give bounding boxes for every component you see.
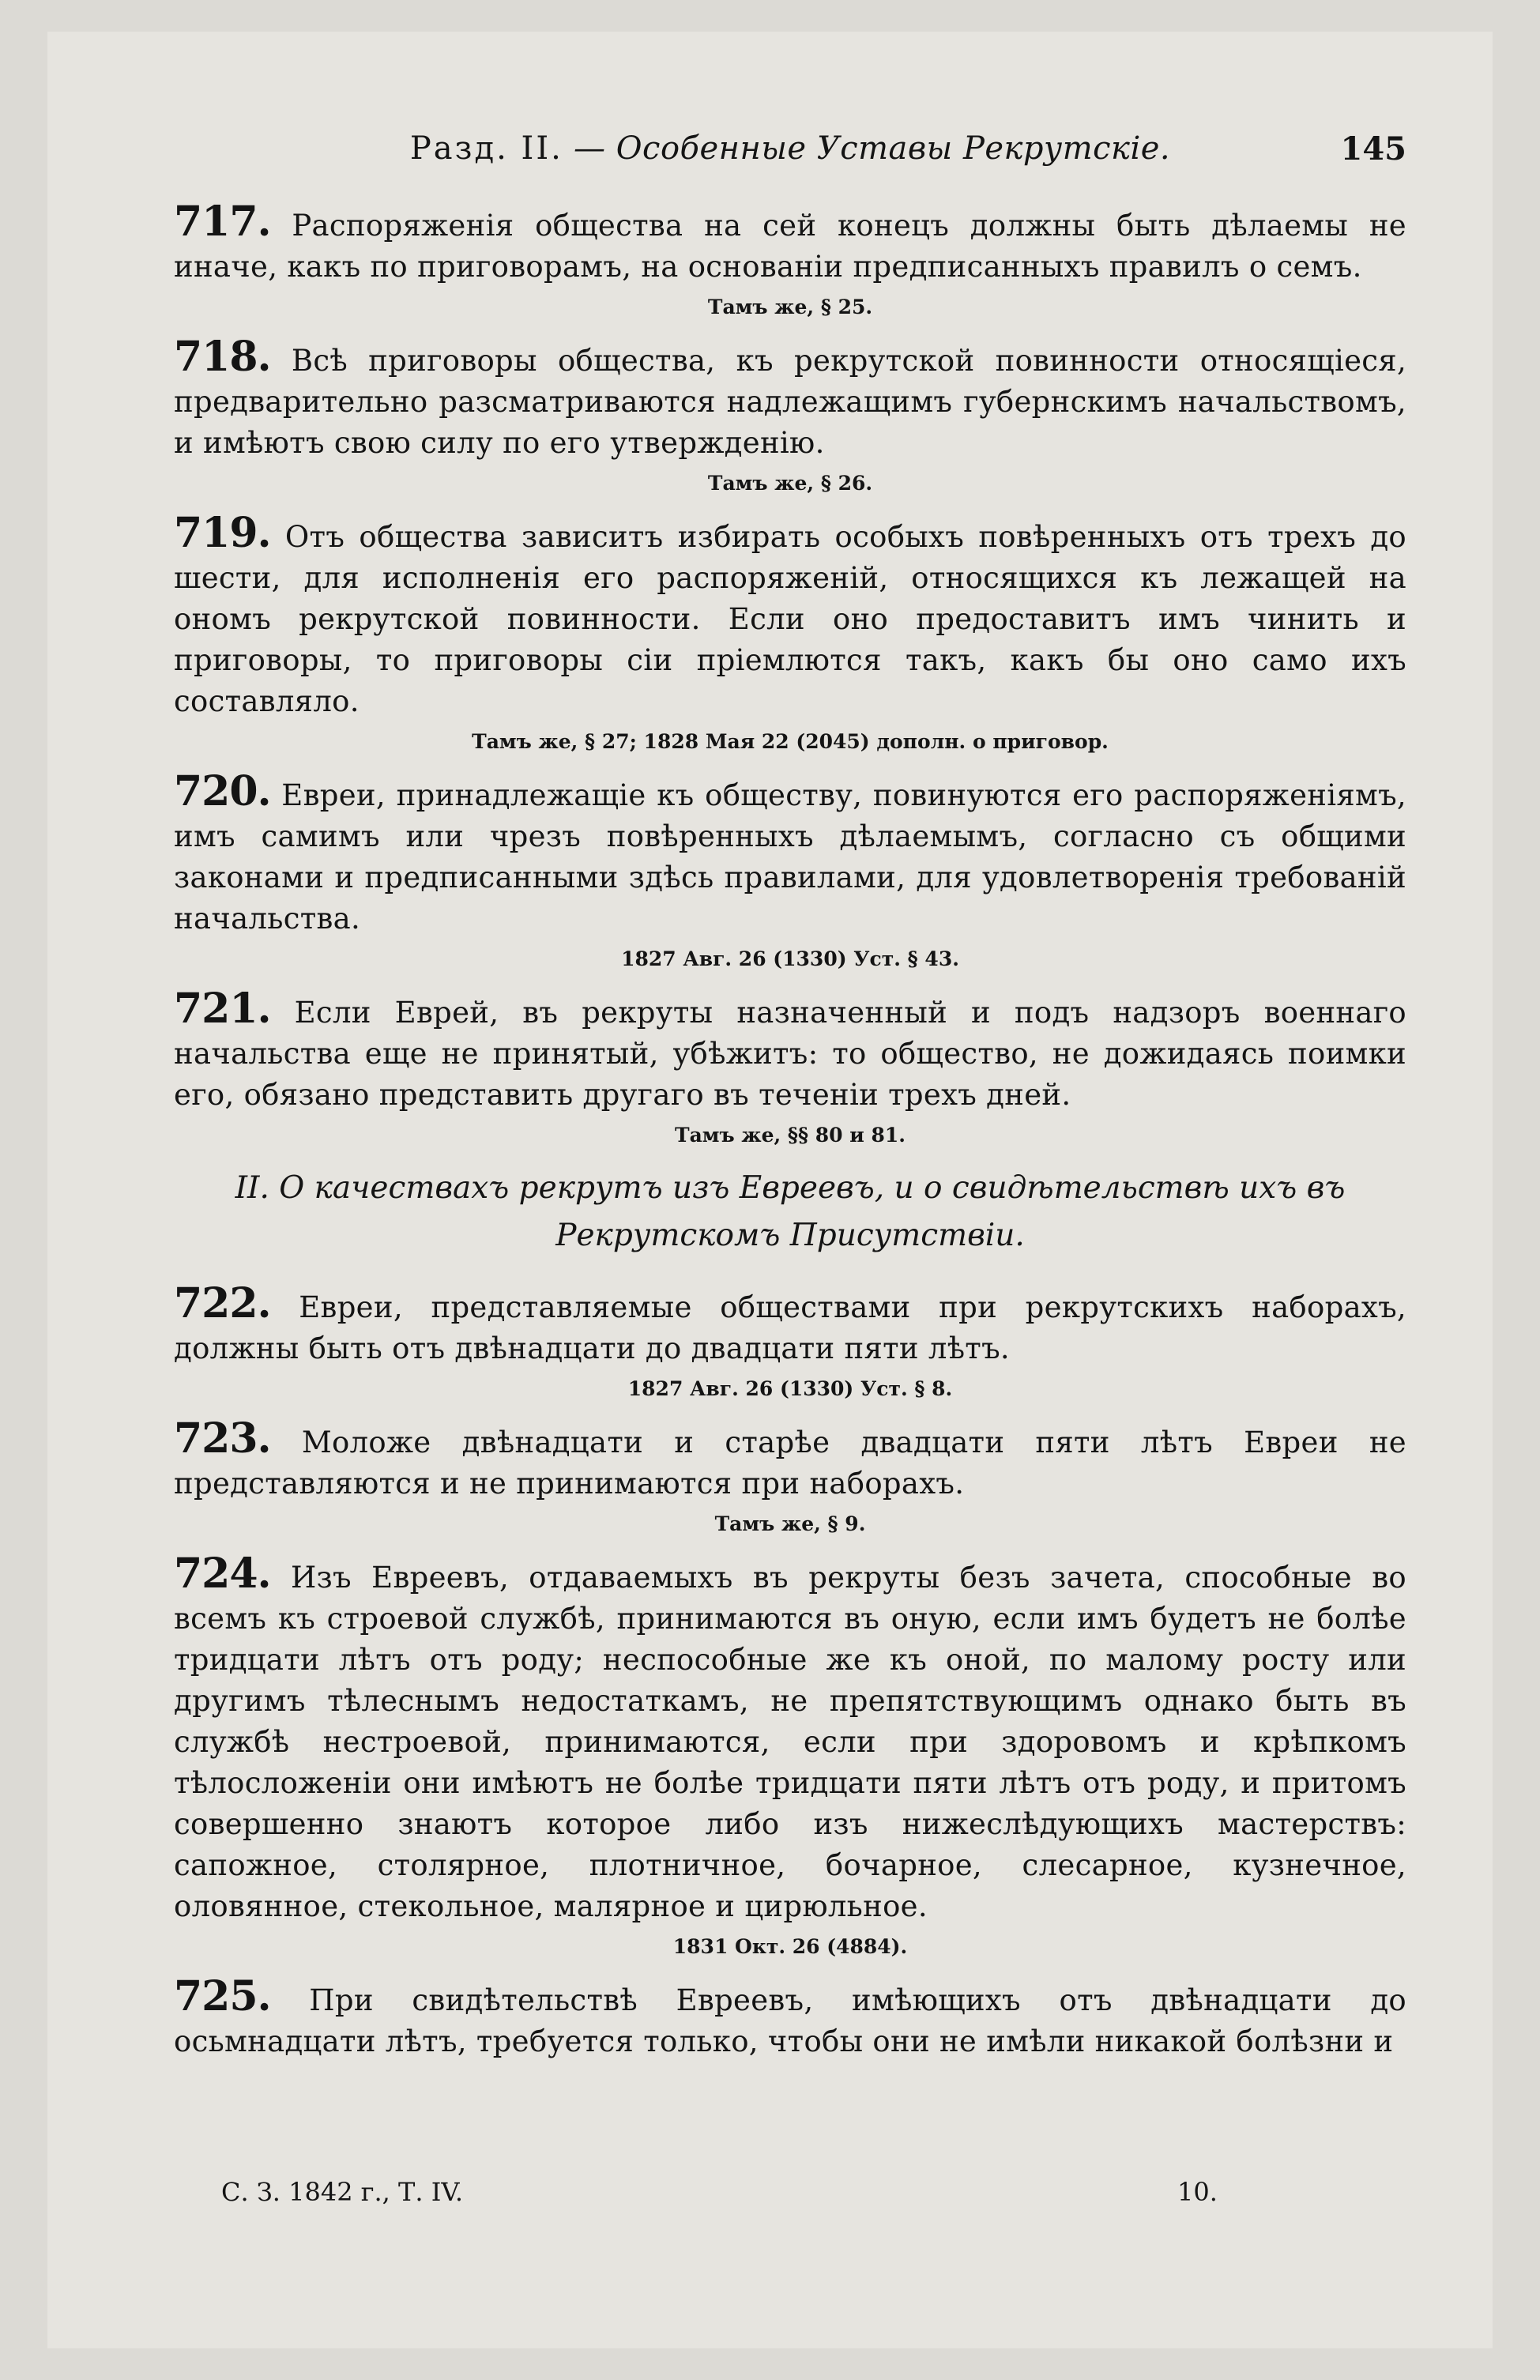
article-number: 718. [174,333,271,381]
article-reference: Тамъ же, § 25. [707,296,873,318]
article-reference: 1827 Авг. 26 (1330) Уст. § 43. [621,947,959,970]
article-text: Евреи, принадлежащіе къ обществу, повинуются его распоряженіямъ, имъ самимъ или чрезъ повѣренныхъ дѣлаемымъ, согласно съ общими законами и предписанными здѣсь правилами, для удовлетворенія требованій начальства. [174,778,1406,936]
text-block [174,130,1406,2062]
article-722 [174,1279,1406,1403]
article-text: Всѣ приговоры общества, къ рекрутской повинности относящіеся, предварительно разсматриваются надлежащимъ губернскимъ начальствомъ, и имѣютъ свою силу по его утвержденію. [174,344,1407,460]
article-text: При свидѣтельствѣ Евреевъ, имѣющихъ отъ двѣнадцати до осьмнадцати лѣтъ, требуется только, чтобы они не имѣли никакой болѣзни и [174,1983,1406,2058]
article-724 [174,1550,1407,1960]
article-text: Моложе двѣнадцати и старѣе двадцати пяти лѣтъ Евреи не представляются и не принимаются при наборахъ. [174,1425,1407,1501]
running-head-title [174,130,1406,167]
article-number: 720. [174,767,271,815]
article-reference: Тамъ же, § 27; 1828 Мая 22 (2045) дополн. о приговор. [472,730,1109,753]
article-reference: 1831 Окт. 26 (4884). [672,1935,908,1958]
article-717 [174,198,1406,321]
signature-mark: С. З. 1842 г., Т. IV. [221,2177,464,2207]
section-label: Разд. II. [409,130,563,167]
article-721 [174,985,1407,1149]
article-number: 719. [174,509,271,557]
article-723 [174,1414,1407,1538]
article-number: 724. [174,1550,271,1598]
book-page [47,32,1493,2348]
article-number: 722. [174,1279,271,1327]
article-reference: 1827 Авг. 26 (1330) Уст. § 8. [627,1377,953,1400]
article-text: Изъ Евреевъ, отдаваемыхъ въ рекруты безъ зачета, способные во всемъ къ строевой службѣ, принимаются въ оную, если имъ будетъ не болѣе тридцати лѣтъ отъ роду; неспособные же къ оной, по малому росту или другимъ тѣлеснымъ недостаткамъ, не препятствующимъ однако быть въ службѣ нестроевой, принимаются, если при здоровомъ и крѣпкомъ тѣлосложеніи они имѣютъ не болѣе тридцати пяти лѣтъ отъ роду, и притомъ совершенно знаютъ которое либо изъ нижеслѣдующихъ мастерствъ: сапожное, столярное, плотничное, бочарное, слесарное, кузнечное, оловянное, стекольное, малярное и цирюльное. [174,1561,1407,1923]
article-reference: Тамъ же, § 26. [707,472,873,495]
running-head [174,130,1406,178]
article-718 [174,333,1407,497]
article-text: Если Еврей, въ рекруты назначенный и подъ надзоръ военнаго начальства еще не принятый, убѣжитъ: то общество, не дожидаясь поимки его, обязано представить другаго въ теченіи трехъ дней. [174,996,1407,1112]
chapter-subheading: II. О качествахъ рекрутъ изъ Евреевъ, и о свидѣтельствѣ ихъ въ Рекрутскомъ Присутствіи. [235,1170,1346,1253]
section-title: — Особенные Уставы Рекрутскіе. [574,130,1171,167]
article-720 [174,767,1406,973]
article-number: 717. [174,198,271,246]
sheet-number: 10. [1177,2177,1218,2207]
article-reference: Тамъ же, § 9. [714,1512,866,1535]
page-number: 145 [1340,130,1406,168]
article-725 [174,1972,1406,2062]
article-reference: Тамъ же, §§ 80 и 81. [674,1124,906,1147]
article-719 [174,509,1407,755]
article-text: Распоряженія общества на сей конецъ должны быть дѣлаемы не иначе, какъ по приговорамъ, на основаніи предписанныхъ правилъ о семъ. [174,209,1406,284]
article-text: Отъ общества зависитъ избирать особыхъ повѣренныхъ отъ трехъ до шести, для исполненія его распоряженій, относящихся къ лежащей на ономъ рекрутской повинности. Если оно предоставитъ имъ чинить и приговоры, то приговоры сіи пріемлются такъ, какъ бы оно само ихъ составляло. [174,520,1407,718]
article-text: Евреи, представляемые обществами при рекрутскихъ наборахъ, должны быть отъ двѣнадцати до двадцати пяти лѣтъ. [174,1290,1406,1365]
article-number: 723. [174,1414,271,1463]
article-number: 721. [174,985,271,1033]
page-footer [174,2177,1406,2216]
article-number: 725. [174,1972,271,2020]
